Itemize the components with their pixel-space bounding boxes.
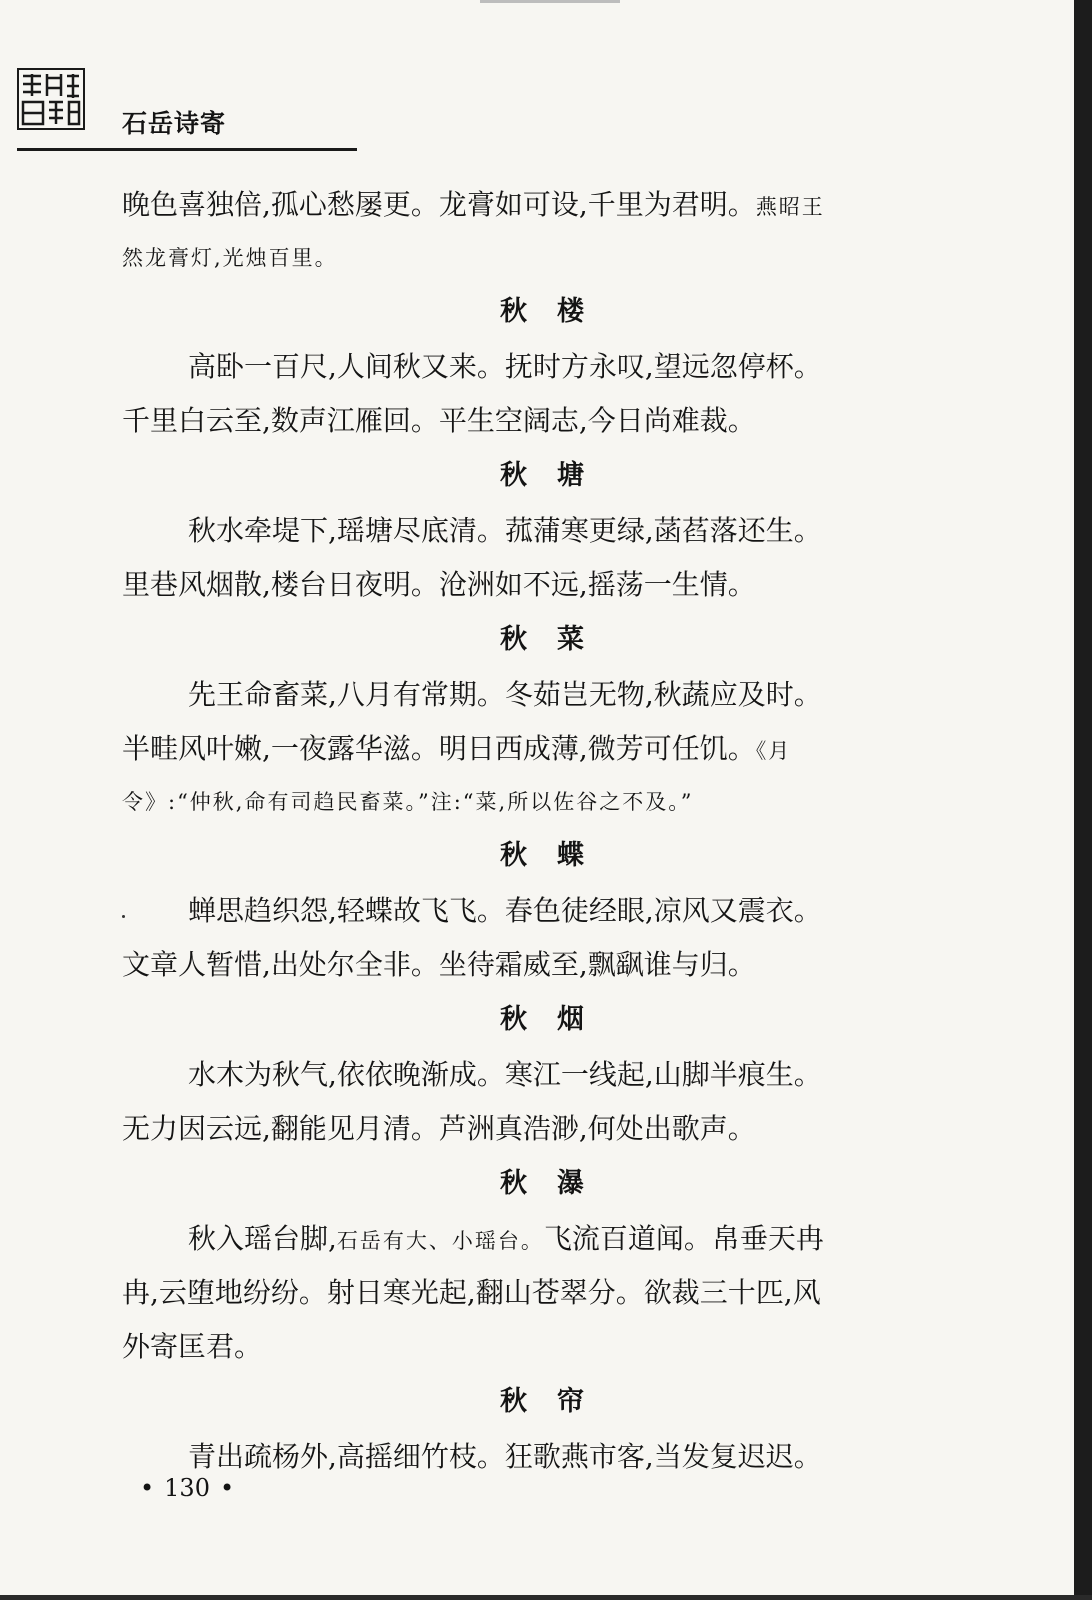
- seal-icon: [17, 68, 85, 130]
- annotation-line: 令》:“仲秋,命有司趋民畜菜。”注:“菜,所以佐谷之不及。”: [122, 790, 694, 814]
- poem-title: 秋 塘: [500, 460, 584, 491]
- poem-line: 青出疏杨外,高摇细竹枝。狂歌燕市客,当发复迟迟。: [188, 1440, 822, 1473]
- annotation: 《月: [755, 739, 792, 763]
- header-rule: [17, 148, 357, 151]
- annotation-line: 然龙膏灯,光烛百里。: [122, 246, 338, 270]
- poem-content: [122, 178, 972, 1484]
- poem-line: 外寄匡君。: [122, 1330, 263, 1363]
- scan-edge-top: [480, 0, 620, 3]
- poem-title: 秋 蝶: [500, 840, 584, 871]
- poem-line: 晚色喜独倍,孤心愁屡更。龙膏如可设,千里为君明。燕昭王: [122, 188, 825, 221]
- poem-line: 半畦风叶嫩,一夜露华滋。明日西成薄,微芳可任饥。《月: [122, 732, 792, 765]
- poem-line: 文章人暂惜,出处尔全非。坐待霜威至,飘飖谁与归。: [122, 948, 756, 981]
- scan-edge-right: [1074, 0, 1092, 1600]
- poem-line: 水木为秋气,依依晚渐成。寒江一线起,山脚半痕生。: [188, 1058, 822, 1091]
- poem-title: 秋 菜: [500, 624, 584, 655]
- running-title: 石岳诗寄: [122, 109, 227, 138]
- poem-line: 先王命畜菜,八月有常期。冬茹岂无物,秋蔬应及时。: [188, 678, 822, 711]
- scan-speck: [122, 915, 125, 918]
- poem-line: 千里白云至,数声江雁回。平生空阔志,今日尚难裁。: [122, 404, 756, 437]
- poem-line: 冉,云堕地纷纷。射日寒光起,翻山苍翠分。欲裁三十匹,风: [122, 1276, 821, 1309]
- annotation: 石岳有大、小瑶台。: [336, 1229, 544, 1253]
- poem-line: 高卧一百尺,人间秋又来。抚时方永叹,望远忽停杯。: [188, 350, 822, 383]
- poem-line: 里巷风烟散,楼台日夜明。沧洲如不远,摇荡一生情。: [122, 568, 756, 601]
- page-number: • 130 •: [140, 1474, 235, 1502]
- annotation: 燕昭王: [755, 195, 825, 219]
- scan-edge-bottom: [0, 1595, 1092, 1600]
- poem-title: 秋 帘: [500, 1386, 584, 1417]
- poem-line: 秋水牵堤下,瑶塘尽底清。菰蒲寒更绿,菡萏落还生。: [188, 514, 822, 547]
- poem-line: 无力因云远,翻能见月清。芦洲真浩渺,何处出歌声。: [122, 1112, 756, 1145]
- poem-line: 蝉思趋织怨,轻蝶故飞飞。春色徒经眼,凉风又震衣。: [188, 894, 822, 927]
- poem-title: 秋 楼: [500, 296, 584, 327]
- poem-title: 秋 瀑: [500, 1168, 584, 1199]
- poem-title: 秋 烟: [500, 1004, 584, 1035]
- poem-line: 秋入瑶台脚,石岳有大、小瑶台。飞流百道闻。帛垂天冉: [188, 1222, 824, 1255]
